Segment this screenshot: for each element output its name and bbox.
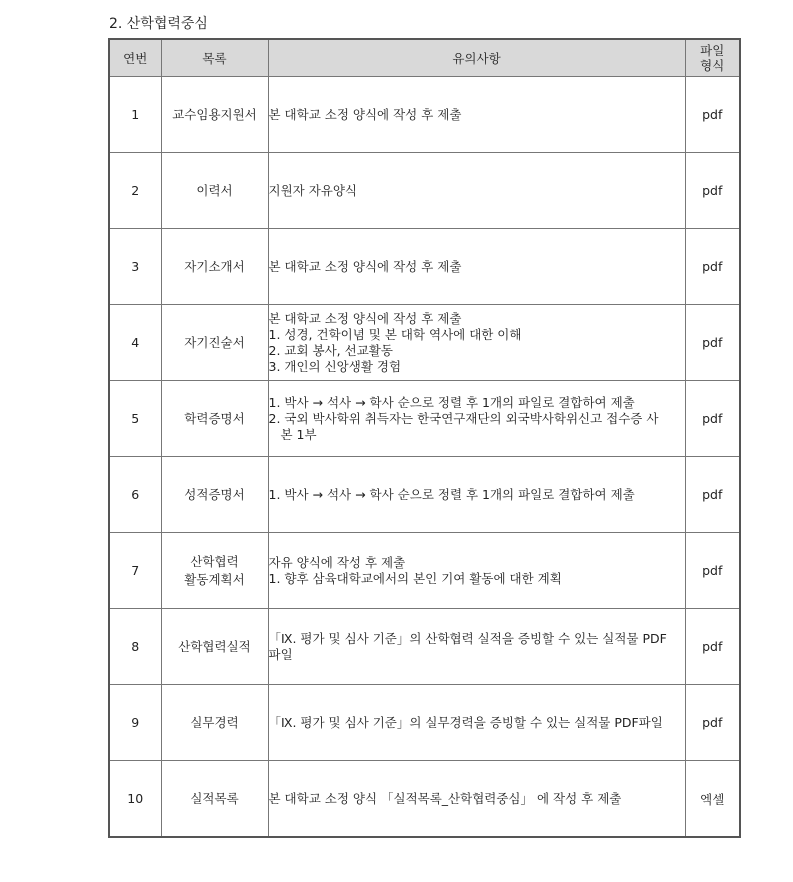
item-line: 학력증명서: [184, 410, 245, 426]
row-number: 8: [109, 609, 161, 685]
row-format: pdf: [685, 153, 740, 229]
note-line: 본 대학교 소정 양식에 작성 후 제출: [268, 258, 462, 274]
item-line: 자기진술서: [184, 334, 245, 350]
table-row: [109, 457, 740, 533]
row-item: [161, 761, 268, 838]
row-format: pdf: [685, 533, 740, 609]
table-row: [109, 533, 740, 609]
row-number: 1: [109, 77, 161, 153]
row-note: [268, 609, 685, 685]
note-line: 자유 양식에 작성 후 제출: [268, 554, 406, 570]
note-line: 본 대학교 소정 양식 「실적목록_산학협력중심」 에 작성 후 제출: [268, 790, 622, 806]
item-line: 실무경력: [190, 714, 239, 730]
row-format: 엑셀: [685, 761, 740, 838]
item-line: 실적목록: [190, 790, 239, 806]
header-item: 목록: [161, 39, 268, 77]
row-item: [161, 533, 268, 609]
item-line: 산학협력실적: [178, 638, 251, 654]
note-line: 1. 향후 삼육대학교에서의 본인 기여 활동에 대한 계획: [268, 570, 562, 586]
table-row: [109, 153, 740, 229]
note-line: 본 1부: [280, 426, 317, 442]
header-format-line: 형식: [700, 58, 725, 73]
header-note: 유의사항: [268, 39, 685, 77]
item-line: 교수임용지원서: [172, 106, 257, 122]
item-line: 활동계획서: [184, 571, 245, 587]
row-format: pdf: [685, 381, 740, 457]
row-format: pdf: [685, 229, 740, 305]
note-line: 본 대학교 소정 양식에 작성 후 제출: [268, 106, 462, 122]
header-format-line: 파일: [700, 43, 725, 58]
item-line: 이력서: [196, 182, 233, 198]
row-item: [161, 153, 268, 229]
row-format: pdf: [685, 305, 740, 381]
document-table: [108, 38, 741, 838]
row-format: pdf: [685, 685, 740, 761]
row-number: 3: [109, 229, 161, 305]
row-note: [268, 381, 685, 457]
table-row: [109, 761, 740, 838]
note-line: 1. 박사 → 석사 → 학사 순으로 정렬 후 1개의 파일로 결합하여 제출: [268, 394, 635, 410]
note-line: 「Ⅸ. 평가 및 심사 기준」의 산학협력 실적을 증빙할 수 있는 실적물 PDF: [268, 630, 667, 646]
row-item: [161, 609, 268, 685]
row-number: 6: [109, 457, 161, 533]
row-item: [161, 229, 268, 305]
row-note: [268, 685, 685, 761]
row-note: [268, 229, 685, 305]
row-item: [161, 381, 268, 457]
note-line: 1. 박사 → 석사 → 학사 순으로 정렬 후 1개의 파일로 결합하여 제출: [268, 486, 635, 502]
note-line: 1. 성경, 건학이념 및 본 대학 역사에 대한 이해: [268, 326, 522, 342]
table-header-row: [109, 39, 740, 77]
header-format: [685, 39, 740, 77]
header-no: 연번: [109, 39, 161, 77]
row-number: 5: [109, 381, 161, 457]
note-line: 2. 교회 봉사, 선교활동: [268, 342, 393, 358]
row-number: 2: [109, 153, 161, 229]
table-row: [109, 77, 740, 153]
row-note: [268, 457, 685, 533]
row-number: 10: [109, 761, 161, 838]
row-note: [268, 761, 685, 838]
note-line: 「Ⅸ. 평가 및 심사 기준」의 실무경력을 증빙할 수 있는 실적물 PDF파일: [268, 714, 663, 730]
row-item: [161, 77, 268, 153]
note-line: 2. 국외 박사학위 취득자는 한국연구재단의 외국박사학위신고 접수증 사: [268, 410, 659, 426]
item-line: 자기소개서: [184, 258, 245, 274]
row-item: [161, 457, 268, 533]
note-line: 3. 개인의 신앙생활 경험: [268, 358, 402, 374]
row-note: [268, 533, 685, 609]
row-number: 4: [109, 305, 161, 381]
row-note: [268, 77, 685, 153]
row-format: pdf: [685, 457, 740, 533]
table-row: [109, 381, 740, 457]
row-format: pdf: [685, 77, 740, 153]
section-title: 2. 산학협력중심: [109, 16, 208, 32]
table-row: [109, 229, 740, 305]
table-row: [109, 305, 740, 381]
note-line: 본 대학교 소정 양식에 작성 후 제출: [268, 310, 462, 326]
row-note: [268, 305, 685, 381]
table-row: [109, 609, 740, 685]
row-number: 7: [109, 533, 161, 609]
row-note: [268, 153, 685, 229]
note-line: 파일: [268, 646, 293, 662]
note-line: 지원자 자유양식: [268, 182, 357, 198]
row-number: 9: [109, 685, 161, 761]
row-format: pdf: [685, 609, 740, 685]
table-row: [109, 685, 740, 761]
row-item: [161, 305, 268, 381]
row-item: [161, 685, 268, 761]
item-line: 산학협력: [190, 553, 239, 569]
item-line: 성적증명서: [184, 486, 245, 502]
